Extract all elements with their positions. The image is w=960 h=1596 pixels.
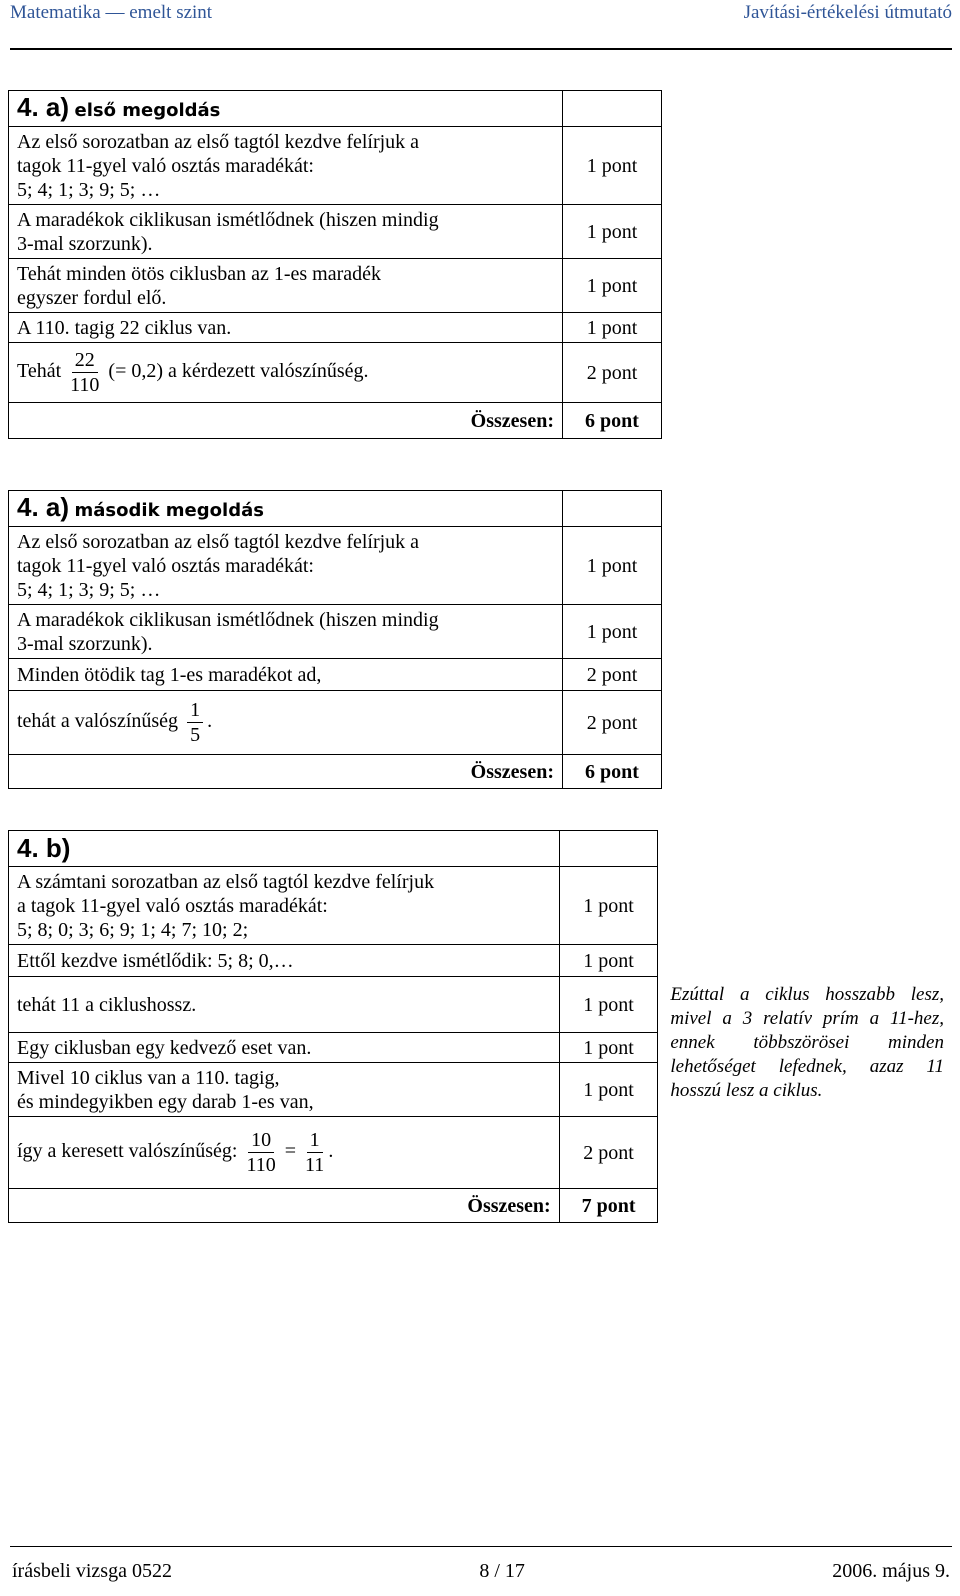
step-favorable-case: Egy ciklusban egy kedvező eset van. [9,1033,560,1063]
step-remainders: A számtani sorozatban az első tagtól kezdve felírjuk a tagok 11-gyel való osztás maradékát: 5; 8; 0; 3; 6; 9; 1; 4; 7; 10; 2; [9,867,560,945]
points: 1 pont [563,259,662,313]
points: 1 pont [563,127,662,205]
step-ten-cycles: Mivel 10 ciklus van a 110. tagig, és mindegyikben egy darab 1-es van, [9,1063,560,1117]
header-subject: Matematika — emelt szint [10,2,213,23]
section-heading: 4. b) [9,831,560,867]
step-repeat: Ettől kezdve ismétlődik: 5; 8; 0,… [9,945,560,977]
points: 1 pont [559,867,658,945]
header-divider [10,48,952,50]
step-every-fifth: Minden ötödik tag 1-es maradékot ad, [9,659,563,691]
total-points: 6 pont [563,755,662,789]
note-text: Ezúttal a ciklus hosszabb lesz, mivel a 3 relatív prím a 11-hez, ennek többszörösei minden lehetőséget lefednek, azaz 11 hosszú lesz a ciklus. [670,983,944,1101]
step-probability: így a keresett valószínűség: $\frac{10}{110}$ = $\frac{1}{11}$ . [9,1117,560,1189]
section-heading: 4. a) második megoldás [9,491,563,527]
total-label: Összesen: [9,755,563,789]
fraction: $\frac{1}{11}$ [305,1129,325,1176]
footer-date: 2006. május 9. [832,1560,950,1582]
header-guide-title: Javítási-értékelési útmutató [743,2,952,23]
points: 2 pont [563,691,662,755]
points: 1 pont [563,205,662,259]
page-footer [12,1560,950,1583]
footer-divider [10,1546,952,1547]
step-remainders: Az első sorozatban az első tagtól kezdve felírjuk a tagok 11-gyel való osztás maradékát: 5; 4; 1; 3; 9; 5; … [9,127,563,205]
step-remainders: Az első sorozatban az első tagtól kezdve felírjuk a tagok 11-gyel való osztás maradékát: 5; 4; 1; 3; 9; 5; … [9,527,563,605]
total-points: 6 pont [563,403,662,439]
total-label: Összesen: [9,1189,560,1223]
points: 1 pont [559,977,658,1033]
step-22-cycles: A 110. tagig 22 ciklus van. [9,313,563,343]
points: 1 pont [563,313,662,343]
points: 1 pont [559,945,658,977]
points: 1 pont [563,527,662,605]
total-points: 7 pont [559,1189,658,1223]
step-cyclic: A maradékok ciklikusan ismétlődnek (hiszen mindig 3-mal szorzunk). [9,205,563,259]
footer-exam-code: írásbeli vizsga 0522 [12,1560,172,1582]
points: 1 pont [559,1063,658,1117]
step-cyclic: A maradékok ciklikusan ismétlődnek (hiszen mindig 3-mal szorzunk). [9,605,563,659]
points: 1 pont [563,605,662,659]
total-label: Összesen: [9,403,563,439]
fraction: $\frac{22}{110}$ [70,349,100,396]
fraction: $\frac{10}{110}$ [246,1129,276,1176]
examiner-note [658,831,952,1223]
step-probability: Tehát $\frac{22}{110}$ (= 0,2) a kérdezett valószínűség. [9,343,563,403]
step-cycle-length: tehát 11 a ciklushossz. [9,977,560,1033]
points: 2 pont [563,343,662,403]
step-cycle-count: Tehát minden ötös ciklusban az 1-es maradék egyszer fordul elő. [9,259,563,313]
fraction: $\frac{1}{5}$ [187,698,203,747]
footer-page-number: 8 / 17 [479,1560,525,1582]
points: 2 pont [563,659,662,691]
section-heading: 4. a) első megoldás [9,91,563,127]
points: 2 pont [559,1117,658,1189]
points: 1 pont [559,1033,658,1063]
page-header [10,2,952,38]
step-probability: tehát a valószínűség $\frac{1}{5}$ . [9,691,563,755]
